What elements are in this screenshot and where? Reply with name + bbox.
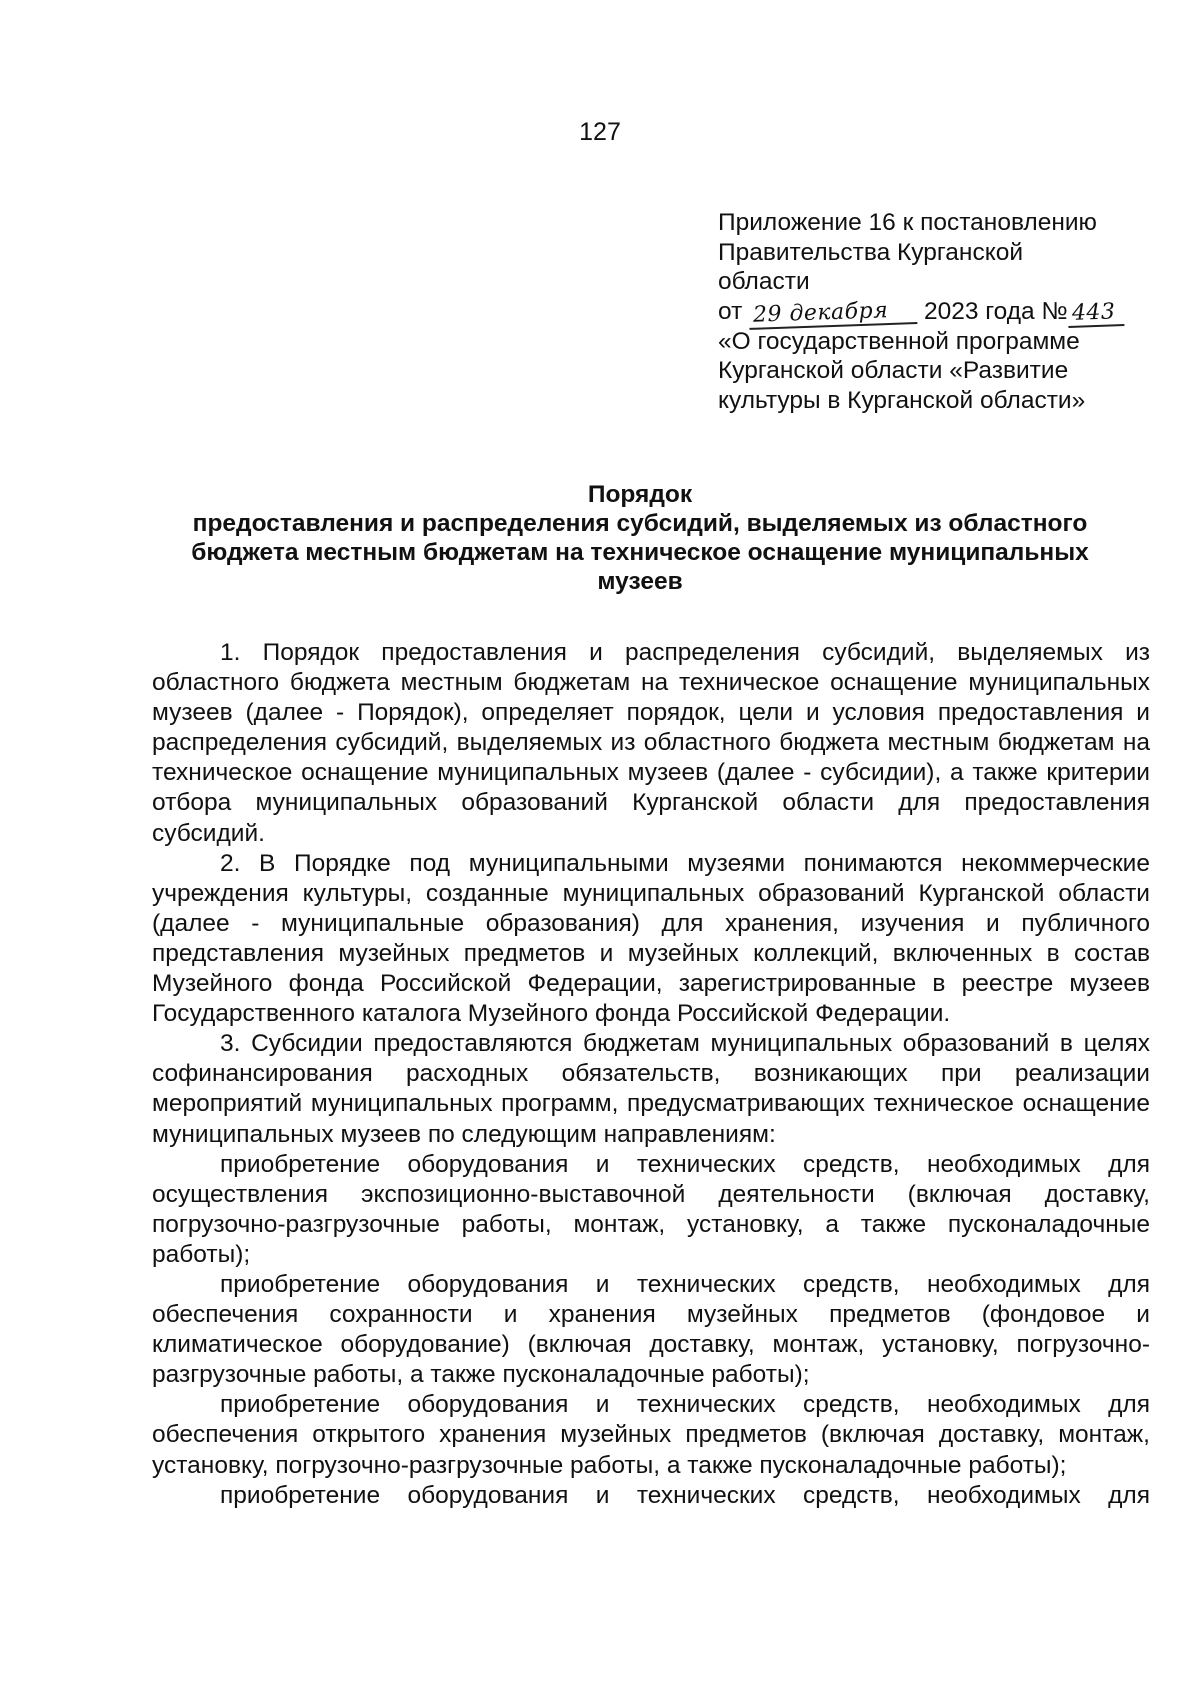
handwritten-number: 443 [1067,300,1124,328]
title-line-2: предоставления и распределения субсидий, выделяемых из областного [192,510,1088,537]
paragraph-6: приобретение оборудования и технических средств, необходимых для обеспечения открытого хранения музейных предметов (включая доставку, монтаж, установку, погрузочно-разгрузочные работы, а также пусконаладочные работы); [152,1391,1150,1479]
appendix-line-2: Правительства Курганской [718,238,1024,266]
paragraph-1: 1. Порядок предоставления и распределения субсидий, выделяемых из областного бюджета местным бюджетам на техническое оснащение муниципальных музеев (далее - Порядок), определяет порядок, цели и условия предоставления и распределения субсидий, выделяемых из областного бюджета местным бюджетам на техническое оснащение муниципальных музеев (далее - субсидии), а также критерии отбора муниципальных образований Курганской области для предоставления субсидий. [152,639,1150,847]
page-number: 127 [579,118,621,146]
handwritten-date: 29 декабря [749,298,918,330]
appendix-line-3: области [718,268,810,295]
paragraph-2: 2. В Порядке под муниципальными музеями понимаются некоммерческие учреждения культуры, созданные муниципальных образований Курганской области (далее - муниципальные образования) для хранения, изучения и публичного представления музейных предметов и музейных коллекций, включенных в состав Музейного фонда Российской Федерации, зарегистрированные в реестре музеев Государственного каталога Музейного фонда Российской Федерации. [152,849,1150,1028]
year-text: 2023 года № [923,297,1068,325]
appendix-line-6: Курганской области «Развитие [718,357,1069,384]
appendix-line-5: «О государственной программе [718,327,1080,355]
title-line-1: Порядок [587,481,693,508]
appendix-line-7: культуры в Курганской области» [718,386,1086,414]
appendix-block [718,208,1158,415]
paragraph-7: приобретение оборудования и технических средств, необходимых для [220,1481,1150,1509]
paragraph-4: приобретение оборудования и технических средств, необходимых для осуществления экспозиционно-выставочной деятельности (включая доставку, погрузочно-разгрузочные работы, монтаж, установку, а также пусконаладочные работы); [152,1150,1150,1268]
appendix-line-1: Приложение 16 к постановлению [718,209,1097,236]
title-line-4: музеев [597,568,683,595]
document-body [152,638,1150,1511]
date-prefix: от [718,297,743,325]
title-line-3: бюджета местным бюджетам на техническое оснащение муниципальных [191,539,1089,566]
paragraph-3: 3. Субсидии предоставляются бюджетам муниципальных образований в целях софинансирования расходных обязательств, возникающих при реализации мероприятий муниципальных программ, предусматривающих техническое оснащение муниципальных музеев по следующим направлениям: [152,1030,1150,1148]
paragraph-5: приобретение оборудования и технических средств, необходимых для обеспечения сохранности и хранения музейных предметов (фондовое и климатическое оборудование) (включая доставку, монтаж, установку, погрузочно-разгрузочные работы, а также пусконаладочные работы); [152,1270,1150,1389]
appendix-date-line [718,297,1158,327]
document-title [150,480,1130,596]
